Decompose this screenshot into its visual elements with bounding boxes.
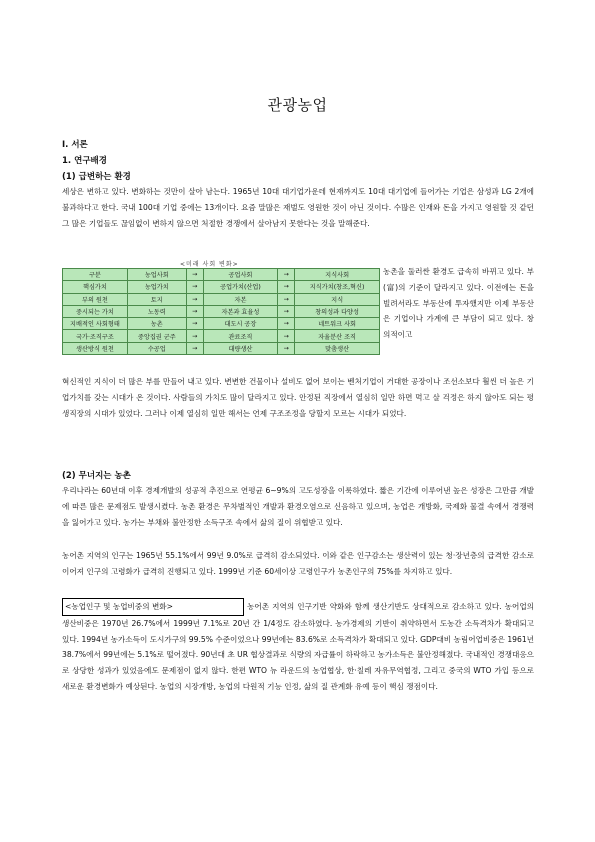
table-cell: 대량생산 [203,342,278,354]
table-cell: 핵심가치 [63,281,128,293]
table-cell: 맞춤생산 [295,342,380,354]
future-society-table [62,268,380,355]
table-cell: 공업가치(산업) [203,281,278,293]
table-row [63,342,380,354]
table-cell: 중시되는 가치 [63,305,128,317]
paragraph-5 [62,598,534,695]
table-cell: 네트워크 사회 [295,318,380,330]
subsection-heading-1: (1) 급변하는 환경 [62,172,131,182]
paragraph-5-text: 농어촌 지역의 인구기반 약화와 함께 생산기반도 상대적으로 감소하고 있다. 농어업의 생산비중은 1970년 26.7%에서 1999년 7.1%로 20년 간 1/4정도 감소하였다. 농가경제의 기반이 취약하면서 도농간 소득격차가 확대되고 있다. 1994년 농가소득이 도시가구의 99.5% 수준이었으나 99년에는 83.6%로 소득격차가 확대되고 있다. GDP대비 농림어업비중은 1961년 38.7%에서 99년에는 5.1%로 떨어졌다. 90년대 초 UR 협상결과로 식량의 자급률이 하락하고 농가소득은 불안정해졌다. 국내적인 경쟁대응으로 상당한 성과가 있었음에도 문제점이 없지 않다. 한편 WTO 뉴 라운드의 농업협상, 한·칠레 자유무역협정, 그리고 중국의 WTO 가입 등으로 새로운 환경변화가 예상된다. 농업의 시장개방, 농업의 다원적 기능 인정, 삶의 질 관계화 유예 등이 핵심 쟁점이다. [62,602,534,691]
table-row [63,305,380,317]
table-row [63,318,380,330]
table-cell: → [278,281,295,293]
table-cell: 지식 [295,293,380,305]
table-cell: 공업사회 [203,269,278,281]
paragraph-4: 농어촌 지역의 인구는 1965년 55.1%에서 99년 9.0%로 급격히 감소되었다. 이와 같은 인구감소는 생산력이 있는 청·장년층의 급격한 감소로 이어져 인구의 고령화가 급격히 진행되고 있다. 1999년 기준 60세이상 고령인구가 농촌인구의 75%를 차지하고 있다. [62,551,534,576]
table-cell: 구분 [63,269,128,281]
table-cell: 자본과 효율성 [203,305,278,317]
table-cell: 노동력 [127,305,186,317]
table-cell: 자본 [203,293,278,305]
table-cell: 중앙집권 군주 [127,330,186,342]
table-cell: → [186,281,203,293]
section-heading: Ⅰ. 서론 [62,140,88,150]
table-cell: 농촌 [127,318,186,330]
table-cell: 지배적인 사회형태 [63,318,128,330]
table-row [63,330,380,342]
table-cell: → [186,330,203,342]
table-cell: 지식사회 [295,269,380,281]
page-title: 관광농업 [267,96,328,114]
subsection-heading: 1. 연구배경 [62,156,107,166]
table-cell: 대도시 공장 [203,318,278,330]
table-cell: 관료조직 [203,330,278,342]
table-cell: 수공업 [127,342,186,354]
subsection-heading-2: (2) 무너지는 농촌 [62,471,131,481]
table-cell: 자율분산 조직 [295,330,380,342]
table-cell: → [278,305,295,317]
table-cell: 국가·조직구조 [63,330,128,342]
paragraph-1: 세상은 변하고 있다. 변화하는 것만이 살아 남는다. 1965년 10대 대기업가운데 현재까지도 10대 대기업에 들어가는 기업은 삼성과 LG 2개에 불과하다고 한다. 국내 100대 기업 중에는 13개이다. 요즘 말많은 재벌도 영원한 것이 아닌 것이다. 수많은 인재와 돈을 가지고 영원할 것 같던 그 많은 기업들도 끊임없이 변하지 않으면 처절한 경쟁에서 살아남지 못한다는 것을 말해준다. [62,187,534,228]
table-cell: → [186,305,203,317]
boxed-label: <농업인구 및 농업비중의 변화> [62,598,244,616]
table-cell: 농업사회 [127,269,186,281]
table-row [63,281,380,293]
table-row [63,293,380,305]
table-cell: → [278,342,295,354]
table-cell: → [186,269,203,281]
paragraph-2: 혁신적인 지식이 더 많은 부를 만들어 내고 있다. 변변한 건물이나 설비도 없어 보이는 벤처기업이 거대한 공장이나 조선소보다 훨씬 더 높은 기업가치를 갖는 시대가 온 것이다. 사람들의 가치도 많이 달라지고 있다. 안정된 직장에서 열심히 일만 하면 먹고 살 걱정은 하지 않아도 되는 평생직장의 시대가 있었다. 그러나 이제 열심히 일만 해서는 언제 구조조정을 당할지 모르는 시대가 되었다. [62,377,534,418]
table-cell: → [186,318,203,330]
table-cell: → [186,342,203,354]
table-cell: 생산방식 원천 [63,342,128,354]
table-caption: <미래 사회 변화> [180,261,239,268]
table-cell: 토지 [127,293,186,305]
paragraph-3: 우리나라는 60년대 이후 경제개발의 성공적 추진으로 연평균 6~9%의 고도성장을 이룩하였다. 짧은 기간에 이루어낸 높은 성장은 그만큼 개발에 따른 많은 문제점도 발생시켰다. 농촌 환경은 무차별적인 개발과 환경오염으로 신음하고 있으며, 농업은 개방화, 국제화 물결 속에서 경쟁력을 잃어가고 있다. 농가는 부채와 불안정한 소득구조 속에서 삶의 질이 위협받고 있다. [62,486,534,527]
table-cell: 농업가치 [127,281,186,293]
table-cell: → [278,293,295,305]
table-cell: → [186,293,203,305]
table-header-row [63,269,380,281]
table-cell: → [278,269,295,281]
table-cell: → [278,318,295,330]
table-cell: 부의 원천 [63,293,128,305]
table-cell: 창의성과 다양성 [295,305,380,317]
table-cell: 지식가치(창조,혁신) [295,281,380,293]
side-paragraph: 농촌을 둘러싼 환경도 급속히 바뀌고 있다. 부(富)의 기준이 달라지고 있다. 이전에는 돈을 빌려서라도 부동산에 투자했지만 이제 부동산은 기업이나 가계에 큰 부담이 되고 있다. 창의적이고 [383,267,534,340]
table-cell: → [278,330,295,342]
